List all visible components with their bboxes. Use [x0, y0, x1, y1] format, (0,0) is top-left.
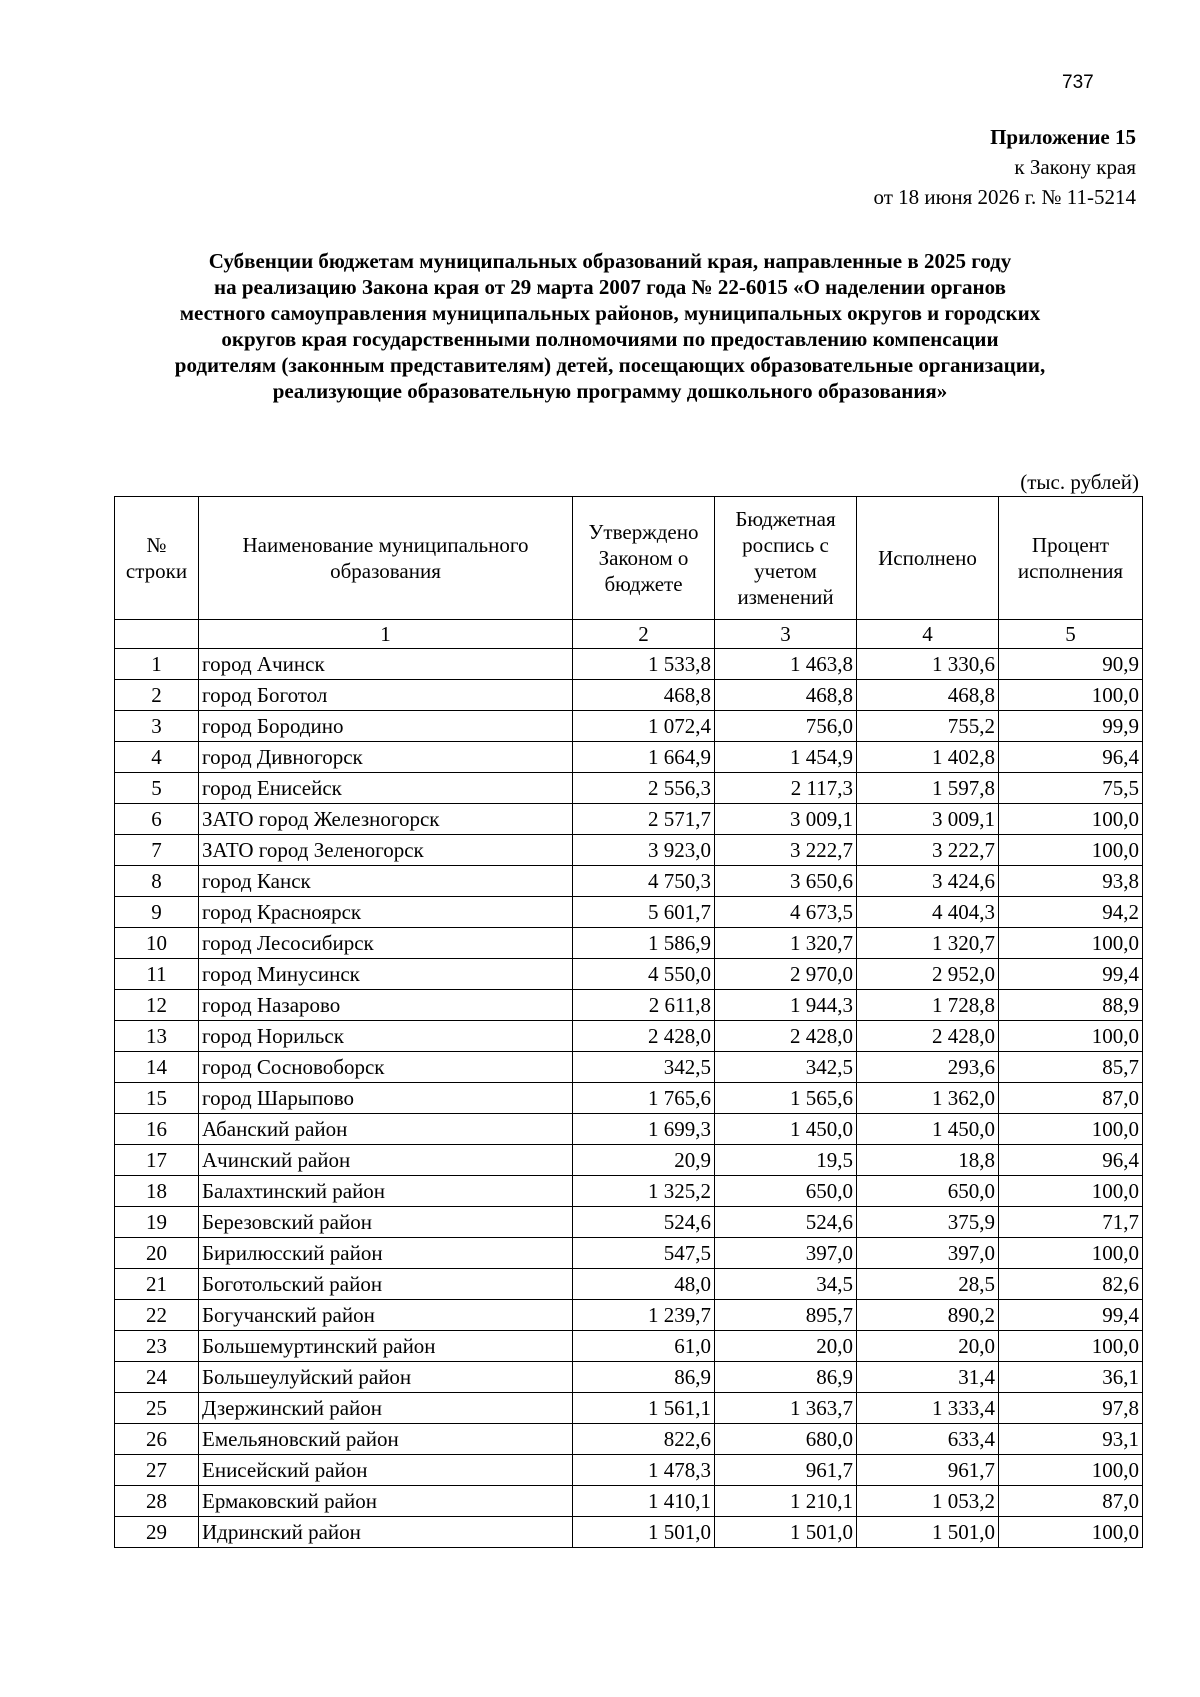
percent-cell: 71,7 [999, 1207, 1143, 1238]
approved-amount-cell: 1 533,8 [573, 649, 715, 680]
row-number-cell: 22 [115, 1300, 199, 1331]
percent-cell: 93,8 [999, 866, 1143, 897]
row-number-cell: 21 [115, 1269, 199, 1300]
row-number-cell: 14 [115, 1052, 199, 1083]
percent-cell: 100,0 [999, 835, 1143, 866]
executed-amount-cell: 28,5 [857, 1269, 999, 1300]
column-number: 4 [857, 620, 999, 649]
municipality-name-cell: город Назарово [199, 990, 573, 1021]
approved-amount-cell: 547,5 [573, 1238, 715, 1269]
percent-cell: 90,9 [999, 649, 1143, 680]
title-line: Субвенции бюджетам муниципальных образований края, направленные в 2025 году [208, 249, 1012, 273]
table-row [115, 711, 1143, 742]
municipality-name-cell: Балахтинский район [199, 1176, 573, 1207]
budget-schedule-cell: 524,6 [715, 1207, 857, 1238]
table-row [115, 1145, 1143, 1176]
percent-cell: 100,0 [999, 804, 1143, 835]
budget-schedule-cell: 20,0 [715, 1331, 857, 1362]
approved-amount-cell: 1 478,3 [573, 1455, 715, 1486]
executed-amount-cell: 1 597,8 [857, 773, 999, 804]
row-number-cell: 11 [115, 959, 199, 990]
executed-amount-cell: 2 428,0 [857, 1021, 999, 1052]
approved-amount-cell: 1 664,9 [573, 742, 715, 773]
municipality-name-cell: город Красноярск [199, 897, 573, 928]
header-row-number: № строки [115, 497, 199, 620]
percent-cell: 75,5 [999, 773, 1143, 804]
appendix-law-date: от 18 июня 2026 г. № 11-5214 [873, 185, 1136, 209]
municipality-name-cell: ЗАТО город Железногорск [199, 804, 573, 835]
municipality-name-cell: Абанский район [199, 1114, 573, 1145]
budget-schedule-cell: 34,5 [715, 1269, 857, 1300]
table-row [115, 1393, 1143, 1424]
budget-schedule-cell: 3 222,7 [715, 835, 857, 866]
approved-amount-cell: 1 239,7 [573, 1300, 715, 1331]
budget-schedule-cell: 1 454,9 [715, 742, 857, 773]
row-number-cell: 18 [115, 1176, 199, 1207]
municipality-name-cell: Богучанский район [199, 1300, 573, 1331]
percent-cell: 100,0 [999, 1176, 1143, 1207]
row-number-cell: 7 [115, 835, 199, 866]
municipality-name-cell: ЗАТО город Зеленогорск [199, 835, 573, 866]
municipality-name-cell: город Боготол [199, 680, 573, 711]
row-number-cell: 12 [115, 990, 199, 1021]
percent-cell: 100,0 [999, 1238, 1143, 1269]
executed-amount-cell: 20,0 [857, 1331, 999, 1362]
row-number-cell: 20 [115, 1238, 199, 1269]
executed-amount-cell: 1 362,0 [857, 1083, 999, 1114]
executed-amount-cell: 1 320,7 [857, 928, 999, 959]
municipality-name-cell: Емельяновский район [199, 1424, 573, 1455]
budget-schedule-cell: 2 117,3 [715, 773, 857, 804]
row-number-cell: 25 [115, 1393, 199, 1424]
table-row [115, 1424, 1143, 1455]
percent-cell: 100,0 [999, 680, 1143, 711]
executed-amount-cell: 468,8 [857, 680, 999, 711]
budget-schedule-cell: 2 970,0 [715, 959, 857, 990]
percent-cell: 87,0 [999, 1083, 1143, 1114]
budget-schedule-cell: 1 363,7 [715, 1393, 857, 1424]
header-municipality: Наименование муниципального образования [199, 497, 573, 620]
approved-amount-cell: 1 501,0 [573, 1517, 715, 1548]
municipality-name-cell: город Ачинск [199, 649, 573, 680]
executed-amount-cell: 3 424,6 [857, 866, 999, 897]
municipality-name-cell: город Дивногорск [199, 742, 573, 773]
approved-amount-cell: 1 410,1 [573, 1486, 715, 1517]
executed-amount-cell: 18,8 [857, 1145, 999, 1176]
budget-schedule-cell: 1 450,0 [715, 1114, 857, 1145]
municipality-name-cell: Большеулуйский район [199, 1362, 573, 1393]
executed-amount-cell: 961,7 [857, 1455, 999, 1486]
table-body [115, 649, 1143, 1548]
municipality-name-cell: Идринский район [199, 1517, 573, 1548]
approved-amount-cell: 4 550,0 [573, 959, 715, 990]
budget-schedule-cell: 650,0 [715, 1176, 857, 1207]
approved-amount-cell: 20,9 [573, 1145, 715, 1176]
subventions-table [114, 496, 1143, 1548]
appendix-block [874, 122, 1136, 212]
budget-schedule-cell: 1 565,6 [715, 1083, 857, 1114]
municipality-name-cell: город Бородино [199, 711, 573, 742]
approved-amount-cell: 1 072,4 [573, 711, 715, 742]
approved-amount-cell: 1 699,3 [573, 1114, 715, 1145]
header-approved: Утверждено Законом о бюджете [573, 497, 715, 620]
approved-amount-cell: 48,0 [573, 1269, 715, 1300]
percent-cell: 96,4 [999, 1145, 1143, 1176]
executed-amount-cell: 890,2 [857, 1300, 999, 1331]
approved-amount-cell: 2 428,0 [573, 1021, 715, 1052]
executed-amount-cell: 397,0 [857, 1238, 999, 1269]
percent-cell: 100,0 [999, 1331, 1143, 1362]
budget-schedule-cell: 342,5 [715, 1052, 857, 1083]
budget-schedule-cell: 961,7 [715, 1455, 857, 1486]
table-row [115, 1269, 1143, 1300]
percent-cell: 100,0 [999, 1517, 1143, 1548]
municipality-name-cell: город Сосновоборск [199, 1052, 573, 1083]
municipality-name-cell: город Норильск [199, 1021, 573, 1052]
table-row [115, 1238, 1143, 1269]
row-number-cell: 4 [115, 742, 199, 773]
percent-cell: 85,7 [999, 1052, 1143, 1083]
percent-cell: 96,4 [999, 742, 1143, 773]
municipality-name-cell: город Шарыпово [199, 1083, 573, 1114]
executed-amount-cell: 293,6 [857, 1052, 999, 1083]
row-number-cell: 26 [115, 1424, 199, 1455]
percent-cell: 99,4 [999, 959, 1143, 990]
executed-amount-cell: 1 501,0 [857, 1517, 999, 1548]
row-number-cell: 6 [115, 804, 199, 835]
column-number [115, 620, 199, 649]
percent-cell: 99,9 [999, 711, 1143, 742]
approved-amount-cell: 342,5 [573, 1052, 715, 1083]
title-line: на реализацию Закона края от 29 марта 2007 года № 22-6015 «О наделении органов [214, 275, 1006, 299]
header-percent: Процент исполнения [999, 497, 1143, 620]
table-row [115, 897, 1143, 928]
appendix-title: Приложение 15 [990, 125, 1136, 149]
approved-amount-cell: 61,0 [573, 1331, 715, 1362]
row-number-cell: 28 [115, 1486, 199, 1517]
executed-amount-cell: 1 402,8 [857, 742, 999, 773]
table-row [115, 1331, 1143, 1362]
municipality-name-cell: город Лесосибирск [199, 928, 573, 959]
executed-amount-cell: 4 404,3 [857, 897, 999, 928]
header-budget-schedule: Бюджетная роспись с учетом изменений [715, 497, 857, 620]
table-row [115, 866, 1143, 897]
municipality-name-cell: Дзержинский район [199, 1393, 573, 1424]
approved-amount-cell: 2 556,3 [573, 773, 715, 804]
approved-amount-cell: 2 611,8 [573, 990, 715, 1021]
table-row [115, 1021, 1143, 1052]
table-header-row [115, 497, 1143, 620]
row-number-cell: 13 [115, 1021, 199, 1052]
municipality-name-cell: Енисейский район [199, 1455, 573, 1486]
column-number: 2 [573, 620, 715, 649]
table-row [115, 835, 1143, 866]
executed-amount-cell: 1 450,0 [857, 1114, 999, 1145]
units-label: (тыс. рублей) [1020, 470, 1139, 494]
budget-schedule-cell: 1 463,8 [715, 649, 857, 680]
executed-amount-cell: 755,2 [857, 711, 999, 742]
approved-amount-cell: 4 750,3 [573, 866, 715, 897]
percent-cell: 97,8 [999, 1393, 1143, 1424]
municipality-name-cell: Бирилюсский район [199, 1238, 573, 1269]
row-number-cell: 23 [115, 1331, 199, 1362]
table-row [115, 1455, 1143, 1486]
budget-schedule-cell: 756,0 [715, 711, 857, 742]
percent-cell: 100,0 [999, 1114, 1143, 1145]
budget-schedule-cell: 397,0 [715, 1238, 857, 1269]
appendix-law-ref: к Закону края [1014, 155, 1136, 179]
executed-amount-cell: 375,9 [857, 1207, 999, 1238]
title-line: местного самоуправления муниципальных районов, муниципальных округов и городских [179, 301, 1041, 325]
executed-amount-cell: 1 053,2 [857, 1486, 999, 1517]
row-number-cell: 3 [115, 711, 199, 742]
budget-schedule-cell: 1 210,1 [715, 1486, 857, 1517]
table-row [115, 1517, 1143, 1548]
executed-amount-cell: 1 333,4 [857, 1393, 999, 1424]
budget-schedule-cell: 19,5 [715, 1145, 857, 1176]
budget-schedule-cell: 895,7 [715, 1300, 857, 1331]
budget-schedule-cell: 1 320,7 [715, 928, 857, 959]
row-number-cell: 9 [115, 897, 199, 928]
table-row [115, 1486, 1143, 1517]
executed-amount-cell: 2 952,0 [857, 959, 999, 990]
table-row [115, 1052, 1143, 1083]
row-number-cell: 10 [115, 928, 199, 959]
column-number: 3 [715, 620, 857, 649]
approved-amount-cell: 822,6 [573, 1424, 715, 1455]
table-row [115, 1083, 1143, 1114]
budget-schedule-cell: 4 673,5 [715, 897, 857, 928]
title-line: реализующие образовательную программу дошкольного образования» [272, 379, 948, 403]
municipality-name-cell: город Канск [199, 866, 573, 897]
municipality-name-cell: Боготольский район [199, 1269, 573, 1300]
row-number-cell: 15 [115, 1083, 199, 1114]
municipality-name-cell: Ермаковский район [199, 1486, 573, 1517]
approved-amount-cell: 1 561,1 [573, 1393, 715, 1424]
executed-amount-cell: 1 728,8 [857, 990, 999, 1021]
budget-schedule-cell: 3 650,6 [715, 866, 857, 897]
title-line: округов края государственными полномочиями по предоставлению компенсации [221, 327, 999, 351]
row-number-cell: 19 [115, 1207, 199, 1238]
approved-amount-cell: 3 923,0 [573, 835, 715, 866]
table-row [115, 804, 1143, 835]
title-line: родителям (законным представителям) детей, посещающих образовательные организации, [174, 353, 1046, 377]
approved-amount-cell: 524,6 [573, 1207, 715, 1238]
executed-amount-cell: 633,4 [857, 1424, 999, 1455]
approved-amount-cell: 5 601,7 [573, 897, 715, 928]
row-number-cell: 17 [115, 1145, 199, 1176]
budget-schedule-cell: 468,8 [715, 680, 857, 711]
table-row [115, 742, 1143, 773]
row-number-cell: 24 [115, 1362, 199, 1393]
approved-amount-cell: 1 586,9 [573, 928, 715, 959]
approved-amount-cell: 86,9 [573, 1362, 715, 1393]
budget-schedule-cell: 86,9 [715, 1362, 857, 1393]
table-row [115, 1176, 1143, 1207]
table-row [115, 1300, 1143, 1331]
row-number-cell: 16 [115, 1114, 199, 1145]
table-row [115, 680, 1143, 711]
table-row [115, 1207, 1143, 1238]
document-title [110, 248, 1110, 404]
column-number-row [115, 620, 1143, 649]
executed-amount-cell: 650,0 [857, 1176, 999, 1207]
executed-amount-cell: 1 330,6 [857, 649, 999, 680]
executed-amount-cell: 3 222,7 [857, 835, 999, 866]
municipality-name-cell: Березовский район [199, 1207, 573, 1238]
table-row [115, 959, 1143, 990]
municipality-name-cell: город Минусинск [199, 959, 573, 990]
table-row [115, 773, 1143, 804]
percent-cell: 82,6 [999, 1269, 1143, 1300]
executed-amount-cell: 31,4 [857, 1362, 999, 1393]
header-executed: Исполнено [857, 497, 999, 620]
budget-schedule-cell: 1 944,3 [715, 990, 857, 1021]
percent-cell: 87,0 [999, 1486, 1143, 1517]
row-number-cell: 8 [115, 866, 199, 897]
budget-schedule-cell: 1 501,0 [715, 1517, 857, 1548]
municipality-name-cell: Большемуртинский район [199, 1331, 573, 1362]
table-row [115, 1114, 1143, 1145]
approved-amount-cell: 1 765,6 [573, 1083, 715, 1114]
table-row [115, 990, 1143, 1021]
budget-schedule-cell: 2 428,0 [715, 1021, 857, 1052]
municipality-name-cell: город Енисейск [199, 773, 573, 804]
percent-cell: 100,0 [999, 928, 1143, 959]
percent-cell: 94,2 [999, 897, 1143, 928]
budget-schedule-cell: 680,0 [715, 1424, 857, 1455]
approved-amount-cell: 1 325,2 [573, 1176, 715, 1207]
percent-cell: 99,4 [999, 1300, 1143, 1331]
column-number: 1 [199, 620, 573, 649]
table-row [115, 649, 1143, 680]
approved-amount-cell: 2 571,7 [573, 804, 715, 835]
table-row [115, 1362, 1143, 1393]
percent-cell: 100,0 [999, 1455, 1143, 1486]
row-number-cell: 1 [115, 649, 199, 680]
percent-cell: 88,9 [999, 990, 1143, 1021]
row-number-cell: 5 [115, 773, 199, 804]
executed-amount-cell: 3 009,1 [857, 804, 999, 835]
percent-cell: 100,0 [999, 1021, 1143, 1052]
table-row [115, 928, 1143, 959]
row-number-cell: 29 [115, 1517, 199, 1548]
page-number: 737 [1062, 72, 1094, 93]
row-number-cell: 2 [115, 680, 199, 711]
row-number-cell: 27 [115, 1455, 199, 1486]
column-number: 5 [999, 620, 1143, 649]
percent-cell: 93,1 [999, 1424, 1143, 1455]
budget-schedule-cell: 3 009,1 [715, 804, 857, 835]
percent-cell: 36,1 [999, 1362, 1143, 1393]
municipality-name-cell: Ачинский район [199, 1145, 573, 1176]
approved-amount-cell: 468,8 [573, 680, 715, 711]
